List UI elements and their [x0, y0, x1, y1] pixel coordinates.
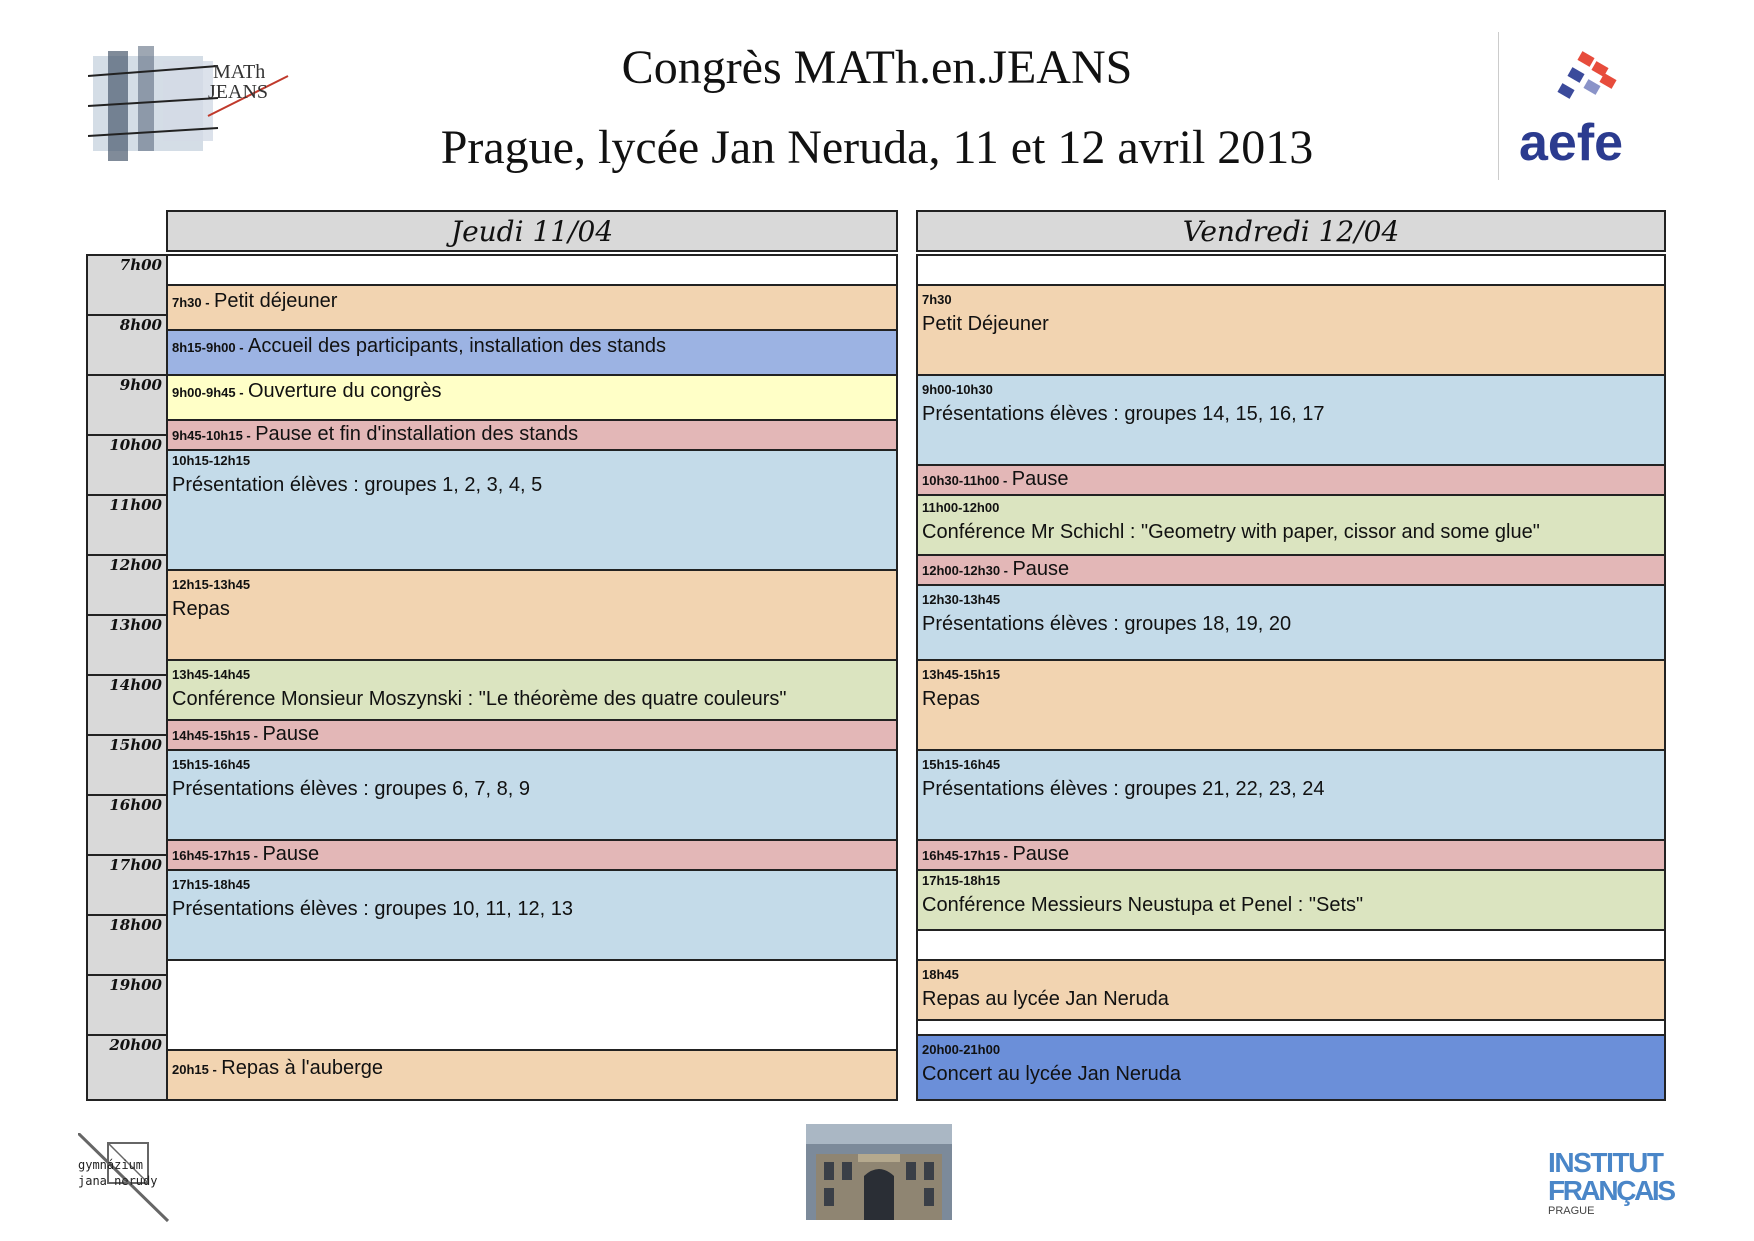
if-line1: INSTITUT: [1548, 1147, 1664, 1178]
hour-label: 14h00: [88, 676, 166, 736]
event-block: 9h00-9h45 - Ouverture du congrès: [168, 376, 896, 421]
event-block: 12h00-12h30 - Pause: [918, 556, 1664, 586]
day-header-friday: Vendredi 12/04: [916, 210, 1666, 252]
aefe-logo: [1498, 32, 1685, 180]
empty-slot: [168, 256, 896, 286]
event-block: 7h30 Petit Déjeuner: [918, 286, 1664, 376]
hour-label: 19h00: [88, 976, 166, 1036]
event-block: 16h45-17h15 - Pause: [168, 841, 896, 871]
event-block: 15h15-16h45 Présentations élèves : groupes 6, 7, 8, 9: [168, 751, 896, 841]
hour-label: 16h00: [88, 796, 166, 856]
event-block: 20h15 - Repas à l'auberge: [168, 1051, 896, 1099]
hour-label: 15h00: [88, 736, 166, 796]
hour-label: 13h00: [88, 616, 166, 676]
empty-slot: [168, 961, 896, 1051]
hour-label: 11h00: [88, 496, 166, 556]
hour-label: 20h00: [88, 1036, 166, 1099]
empty-slot: [918, 256, 1664, 286]
gymnazium-line1: gymnázium: [78, 1158, 144, 1172]
event-block: 9h45-10h15 - Pause et fin d'installation des stands: [168, 421, 896, 451]
event-block: 20h00-21h00 Concert au lycée Jan Neruda: [918, 1036, 1664, 1099]
if-line3: PRAGUE: [1548, 1205, 1595, 1216]
event-block: 16h45-17h15 - Pause: [918, 841, 1664, 871]
event-block: 17h15-18h45 Présentations élèves : groupes 10, 11, 12, 13: [168, 871, 896, 961]
gymnazium-logo: [78, 1133, 178, 1223]
aefe-logo-text: aefe: [1519, 114, 1624, 172]
hour-label: 7h00: [88, 256, 166, 316]
event-block: 9h00-10h30 Présentations élèves : groupes 14, 15, 16, 17: [918, 376, 1664, 466]
event-block: 15h15-16h45 Présentations élèves : groupes 21, 22, 23, 24: [918, 751, 1664, 841]
event-block: 18h45 Repas au lycée Jan Neruda: [918, 961, 1664, 1021]
hour-column: [86, 254, 168, 1101]
day-header-thursday: Jeudi 11/04: [166, 210, 898, 252]
event-block: 12h15-13h45 Repas: [168, 571, 896, 661]
hour-label: 9h00: [88, 376, 166, 436]
gymnazium-line2: jana nerudy: [78, 1174, 158, 1188]
empty-slot: [918, 931, 1664, 961]
hour-label: 18h00: [88, 916, 166, 976]
math-logo-line1: MATh: [213, 61, 266, 83]
event-block: 10h30-11h00 - Pause: [918, 466, 1664, 496]
empty-slot: [918, 1021, 1664, 1036]
event-block: 7h30 - Petit déjeuner: [168, 286, 896, 331]
institut-francais-logo: [1548, 1146, 1678, 1216]
math-logo-line2: JEANS: [208, 81, 269, 103]
event-block: 11h00-12h00 Conférence Mr Schichl : "Geometry with paper, cissor and some glue": [918, 496, 1664, 556]
event-block: 12h30-13h45 Présentations élèves : groupes 18, 19, 20: [918, 586, 1664, 661]
event-block: 14h45-15h15 - Pause: [168, 721, 896, 751]
event-block: 10h15-12h15 Présentation élèves : groupes 1, 2, 3, 4, 5: [168, 451, 896, 571]
math-en-jeans-logo: [88, 36, 318, 171]
event-block: 13h45-15h15 Repas: [918, 661, 1664, 751]
schedule-column-thursday: [166, 254, 898, 1101]
event-block: 8h15-9h00 - Accueil des participants, installation des stands: [168, 331, 896, 376]
page-subtitle: Prague, lycée Jan Neruda, 11 et 12 avril 2013: [440, 121, 1314, 174]
hour-label: 12h00: [88, 556, 166, 616]
hour-label: 17h00: [88, 856, 166, 916]
hour-label: 10h00: [88, 436, 166, 496]
schedule-column-friday: [916, 254, 1666, 1101]
event-block: 13h45-14h45 Conférence Monsieur Moszynski : "Le théorème des quatre couleurs": [168, 661, 896, 721]
event-block: 17h15-18h15 Conférence Messieurs Neustupa et Penel : "Sets": [918, 871, 1664, 931]
if-line2: FRANÇAIS: [1548, 1175, 1676, 1206]
page-title: Congrès MATh.en.JEANS: [621, 41, 1133, 94]
hour-label: 8h00: [88, 316, 166, 376]
school-building-photo: [806, 1124, 952, 1220]
